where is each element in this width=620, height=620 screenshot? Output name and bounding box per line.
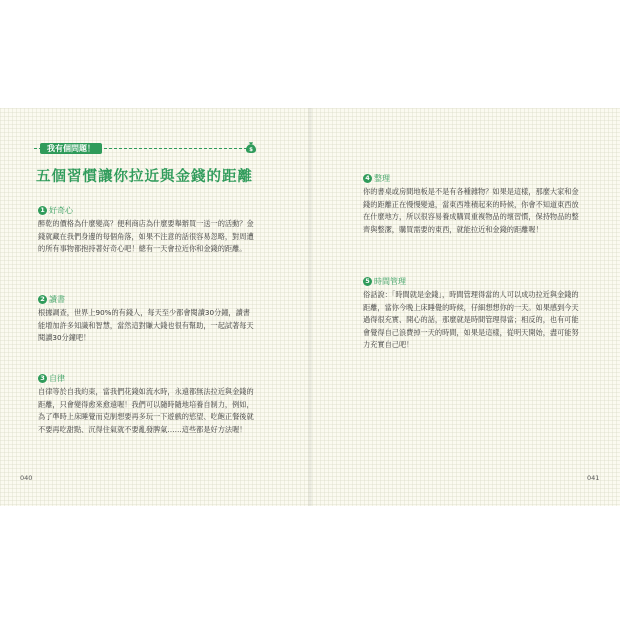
habit-section-self-discipline <box>38 373 256 436</box>
question-tag: 我有個問題！ <box>40 143 102 154</box>
section-title: 好奇心 <box>49 206 73 215</box>
section-title: 時間管理 <box>374 277 406 286</box>
section-body: 俗話說：「時間就是金錢」，時間管理得當的人可以成功拉近與金錢的距離，當你今晚上床睡覺的時候，仔細想想你的一天。如果感到今天過得很充實、開心的話，那麼就是時間管理得當；相反的，也有可能會覺得自己浪費掉一天的時間，如果是這樣，從明天開始，盡可能努力充實自己吧！ <box>363 290 579 349</box>
habit-section-reading <box>38 294 256 345</box>
section-number-badge: 2 <box>38 295 47 304</box>
page-number: 040 <box>20 474 33 482</box>
money-bag-icon <box>244 140 258 154</box>
svg-text:$: $ <box>249 147 253 154</box>
habit-section-tidying <box>363 173 585 236</box>
section-title: 自律 <box>49 374 65 383</box>
page-title: 五個習慣讓你拉近與金錢的距離 <box>36 169 253 185</box>
section-body: 醉乾的價格為什麼變高？便利商店為什麼要舉辦買一送一的活動？金錢就藏在我們身邊的每個角落，如果不注意的話很容易忽略，對周遭的所有事物都抱持著好奇心吧！總有一天會拉近你和金錢的距離。 <box>38 219 254 253</box>
page-gutter <box>308 108 312 506</box>
section-body: 根據調查，世界上90%的有錢人，每天至少都會閱讀30分鐘，讀書能增加許多知識和智慧，當然這對賺大錢也很有幫助，一起試著每天閱讀30分鐘吧！ <box>38 308 254 342</box>
section-body: 你的書桌或房間地板是不是有各種雜物？如果是這樣，那麼大家和金錢的距離正在慢慢變遠，當東西堆積起來的時候，你會不知道東西放在什麼地方，所以很容易養成購買重複物品的壞習慣，保持物品的整齊與整潔，購買需要的東西，就能拉近和金錢的距離喔！ <box>363 187 579 234</box>
section-number-badge: 1 <box>38 206 47 215</box>
book-spread <box>0 108 620 506</box>
section-number-badge: 4 <box>363 174 372 183</box>
section-body: 自律等於自我約束，當我們花錢如流水時，永遠都無法拉近與金錢的距離，只會變得愈來愈遠喔！我們可以隨時隨地培養自制力，例如，為了準時上床睡覺而克制想要再多玩一下遊戲的慾望、吃飽正餐後就不要再吃甜點、沉得住氣就不要亂發脾氣……這些都是好方法喔！ <box>38 387 254 434</box>
page-number: 041 <box>587 474 600 482</box>
habit-section-curiosity <box>38 205 256 256</box>
habit-section-time-management <box>363 276 585 352</box>
section-number-badge: 5 <box>363 277 372 286</box>
section-number-badge: 3 <box>38 374 47 383</box>
section-title: 讀書 <box>49 295 65 304</box>
section-title: 整理 <box>374 174 390 183</box>
